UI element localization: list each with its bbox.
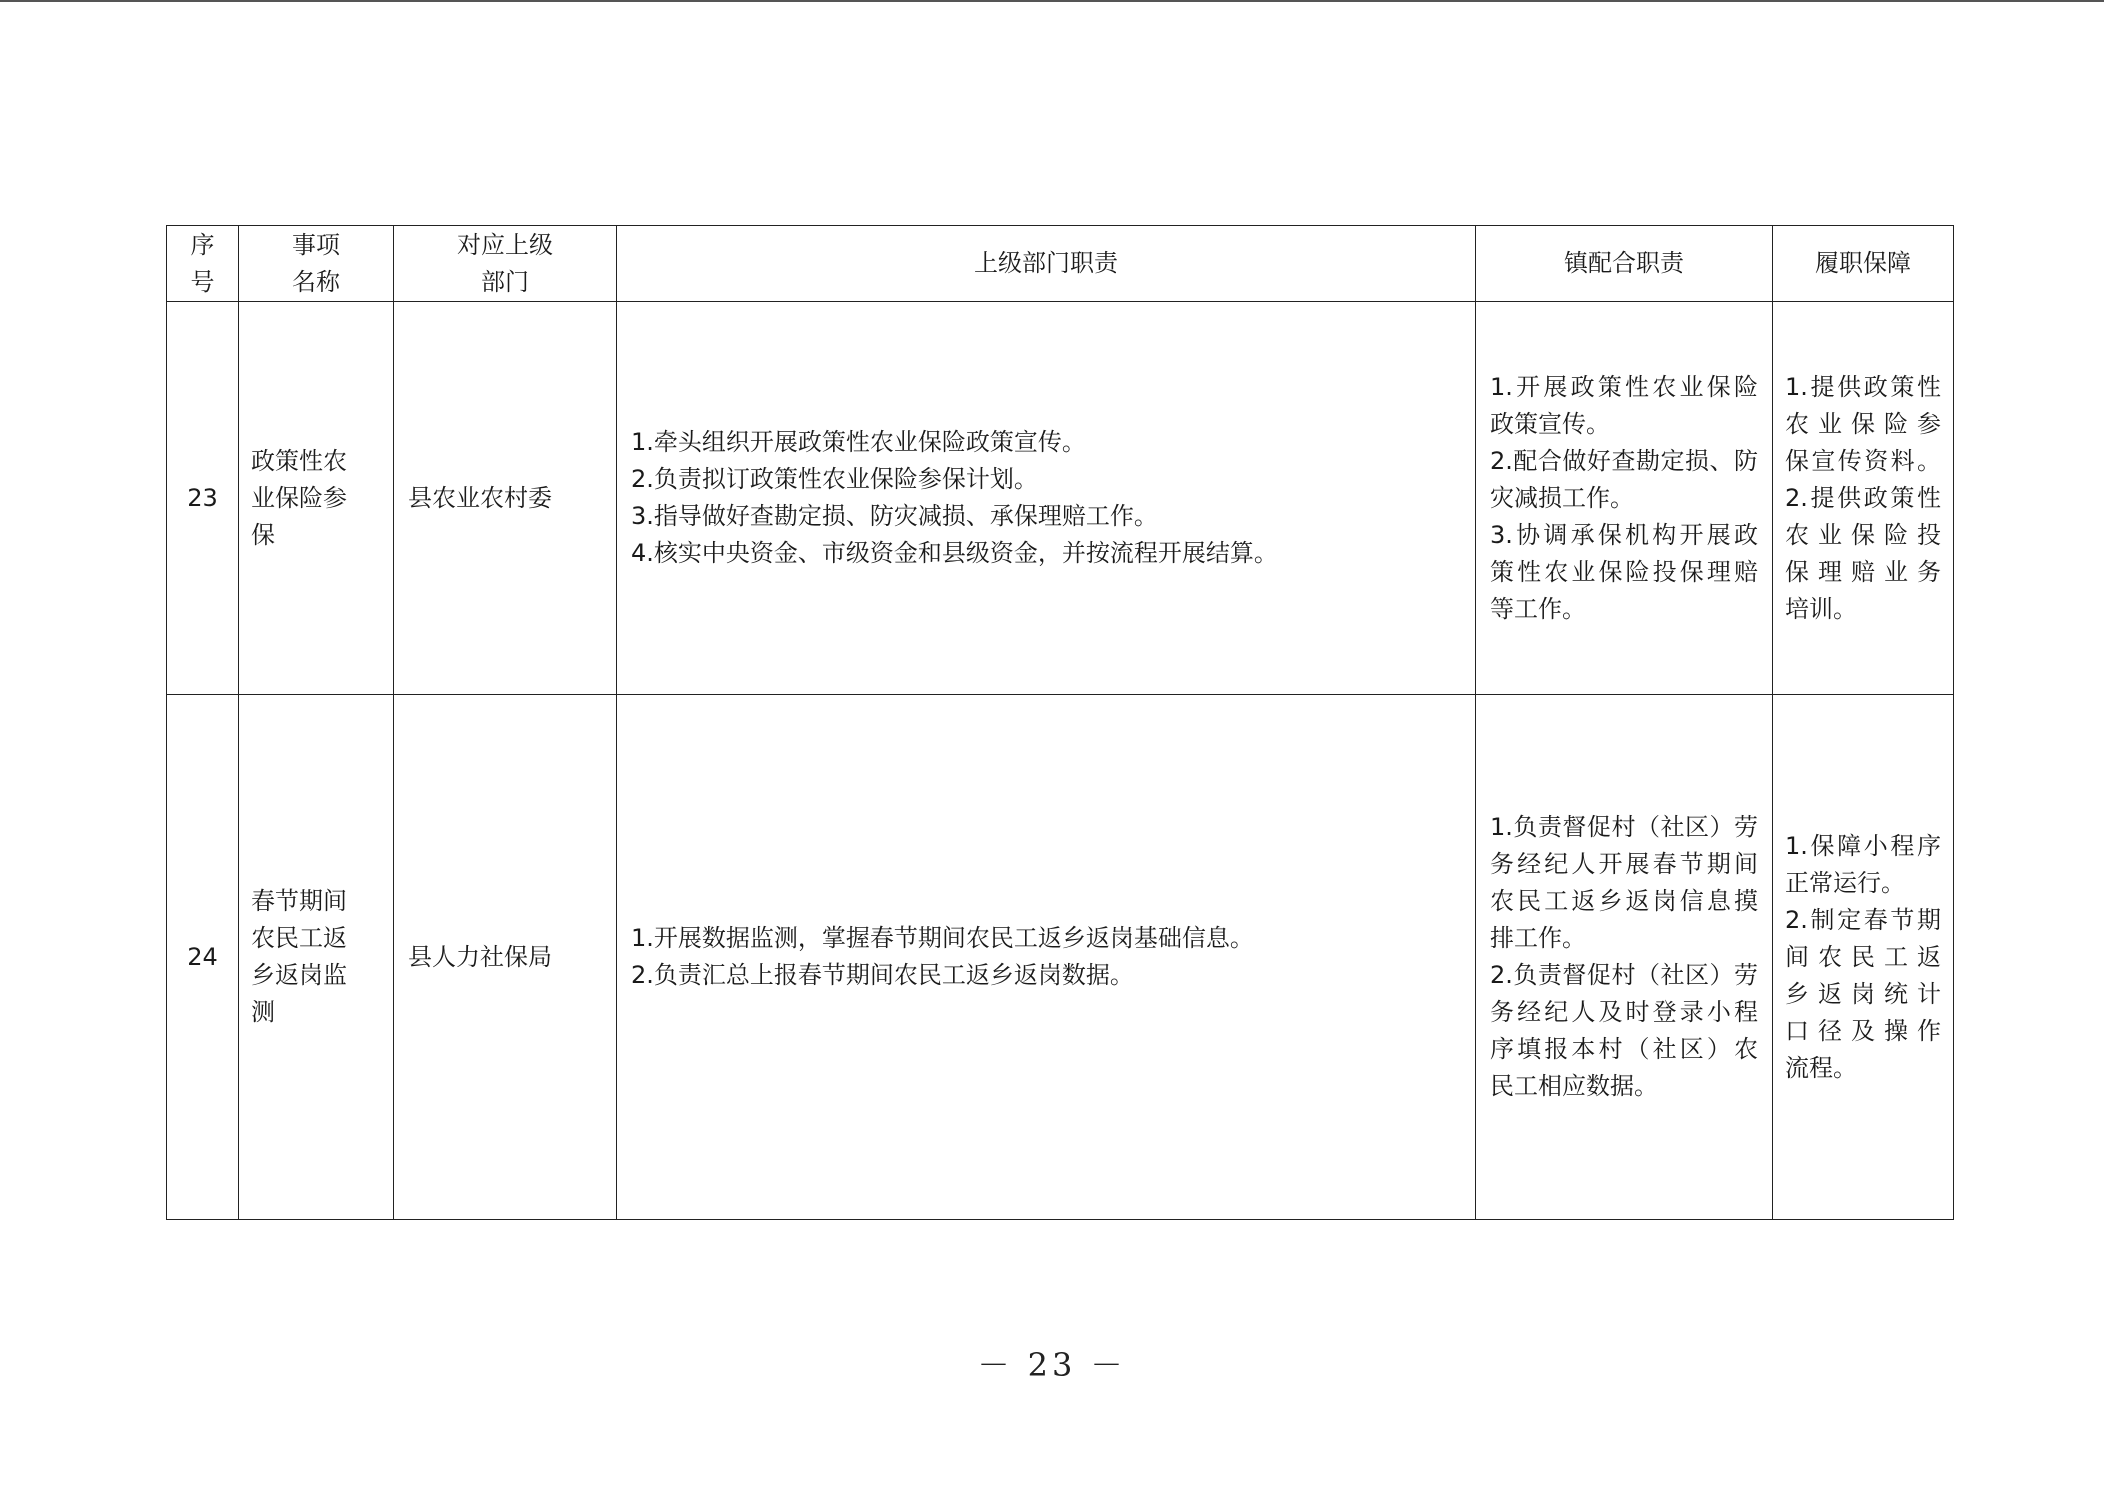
cell-no: 24	[167, 695, 239, 1220]
cell-no: 23	[167, 302, 239, 695]
cell-dept: 县人力社保局	[394, 695, 617, 1220]
table-row	[167, 302, 1954, 695]
header-town-duty: 镇配合职责	[1476, 226, 1773, 302]
header-no: 序 号	[167, 226, 239, 302]
duty-table	[166, 225, 1954, 1220]
header-guarantee: 履职保障	[1773, 226, 1954, 302]
cell-guarantee: 1.提供政策性 农业保险参 保宣传资料。 2.提供政策性 农业保险投 保理赔业务 培训。	[1773, 302, 1954, 695]
cell-item-name: 春节期间 农民工返 乡返岗监 测	[239, 695, 394, 1220]
cell-town-duty: 1.负责督促村（社区）劳 务经纪人开展春节期间 农民工返乡返岗信息摸 排工作。 2.负责督促村（社区）劳 务经纪人及时登录小程 序填报本村（社区）农 民工相应数据。	[1476, 695, 1773, 1220]
header-dept: 对应上级 部门	[394, 226, 617, 302]
cell-upper-duty: 1.开展数据监测，掌握春节期间农民工返乡返岗基础信息。 2.负责汇总上报春节期间农民工返乡返岗数据。	[617, 695, 1476, 1220]
page-top-border	[0, 0, 2104, 2]
table-row	[167, 695, 1954, 1220]
header-upper-duty: 上级部门职责	[617, 226, 1476, 302]
cell-guarantee: 1.保障小程序 正常运行。 2.制定春节期 间农民工返 乡返岗统计 口径及操作 流程。	[1773, 695, 1954, 1220]
cell-dept: 县农业农村委	[394, 302, 617, 695]
page-number: － 23 －	[977, 1346, 1127, 1384]
cell-town-duty: 1.开展政策性农业保险 政策宣传。 2.配合做好查勘定损、防 灾减损工作。 3.协调承保机构开展政 策性农业保险投保理赔 等工作。	[1476, 302, 1773, 695]
header-name: 事项 名称	[239, 226, 394, 302]
table-header-row	[167, 226, 1954, 302]
cell-item-name: 政策性农 业保险参 保	[239, 302, 394, 695]
cell-upper-duty: 1.牵头组织开展政策性农业保险政策宣传。 2.负责拟订政策性农业保险参保计划。 3.指导做好查勘定损、防灾减损、承保理赔工作。 4.核实中央资金、市级资金和县级资金，并按流程开展结算。	[617, 302, 1476, 695]
